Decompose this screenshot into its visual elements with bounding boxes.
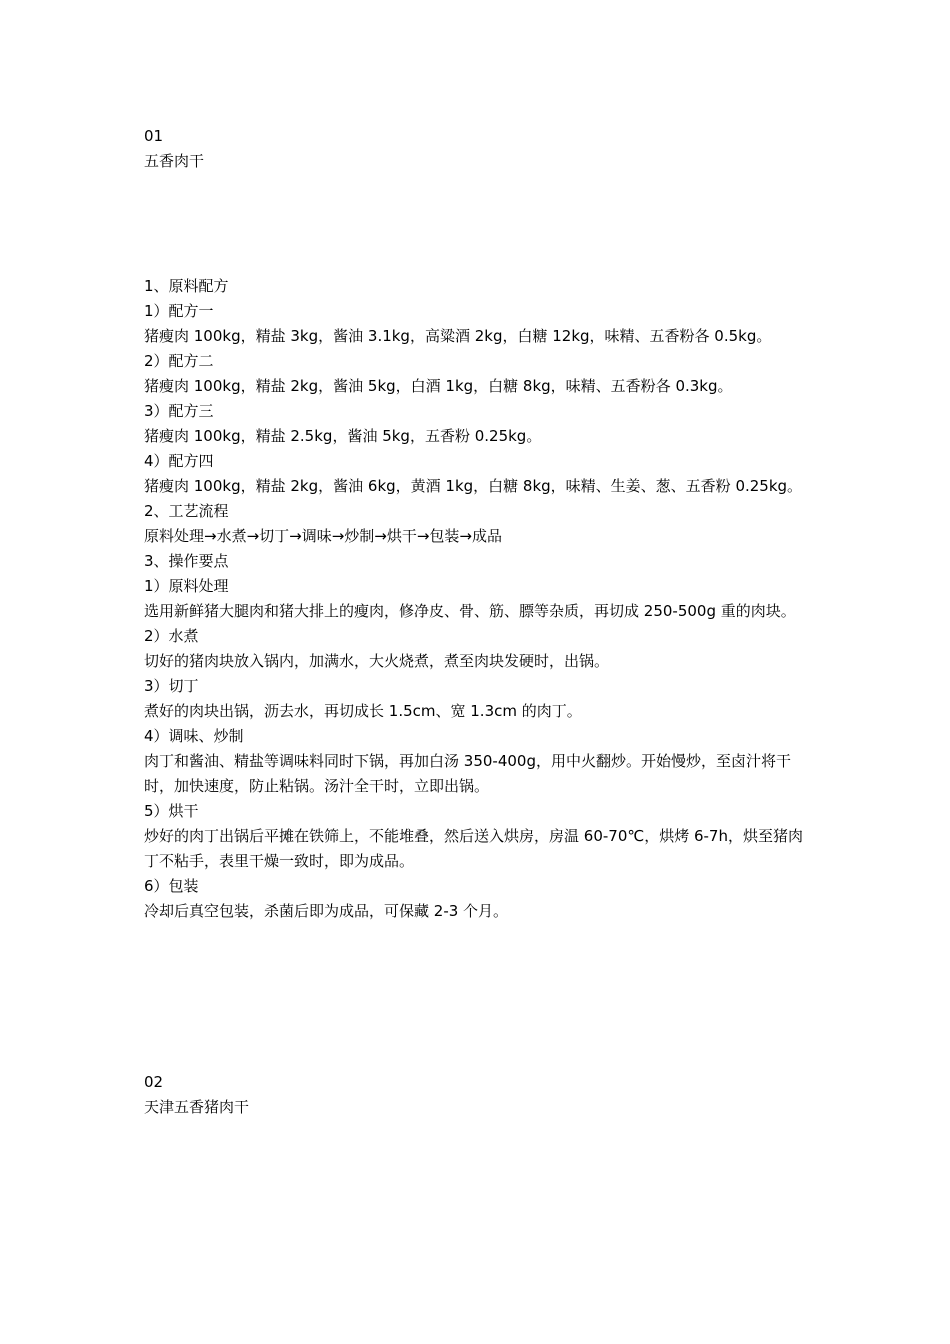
heading-points: 3、操作要点 <box>144 552 229 570</box>
point-3-text: 煮好的肉块出锅，沥去水，再切成长 1.5cm、宽 1.3cm 的肉丁。 <box>144 702 582 720</box>
formula-1-label: 1）配方一 <box>144 302 214 320</box>
formula-3-label: 3）配方三 <box>144 402 214 420</box>
heading-formula: 1、原料配方 <box>144 277 229 295</box>
section-1-title: 五香肉干 <box>144 152 205 170</box>
section-2-heading <box>144 1070 808 1120</box>
formula-2-label: 2）配方二 <box>144 352 214 370</box>
formula-4-label: 4）配方四 <box>144 452 214 470</box>
point-6-label: 6）包装 <box>144 877 199 895</box>
point-2-text: 切好的猪肉块放入锅内，加满水，大火烧煮，煮至肉块发硬时，出锅。 <box>144 652 610 670</box>
point-5-text: 炒好的肉丁出锅后平摊在铁筛上，不能堆叠，然后送入烘房，房温 60-70℃，烘烤 6-7h，烘至猪肉丁不粘手，表里干燥一致时，即为成品。 <box>144 827 803 870</box>
point-4-text: 肉丁和酱油、精盐等调味料同时下锅，再加白汤 350-400g，用中火翻炒。开始慢炒，至卤汁将干时，加快速度，防止粘锅。汤汁全干时，立即出锅。 <box>144 752 791 795</box>
section-1-number: 01 <box>144 127 164 145</box>
formula-3-text: 猪瘦肉 100kg，精盐 2.5kg，酱油 5kg，五香粉 0.25kg。 <box>144 427 542 445</box>
point-6-text: 冷却后真空包装，杀菌后即为成品，可保藏 2-3 个月。 <box>144 902 509 920</box>
section-1-heading <box>144 124 808 174</box>
point-5-label: 5）烘干 <box>144 802 199 820</box>
formula-2-text: 猪瘦肉 100kg，精盐 2kg，酱油 5kg，白酒 1kg，白糖 8kg，味精、五香粉各 0.3kg。 <box>144 377 733 395</box>
formula-4-text: 猪瘦肉 100kg，精盐 2kg，酱油 6kg，黄酒 1kg，白糖 8kg，味精、生姜、葱、五香粉 0.25kg。 <box>144 477 803 495</box>
process-text: 原料处理→水煮→切丁→调味→炒制→烘干→包装→成品 <box>144 527 502 545</box>
point-3-label: 3）切丁 <box>144 677 199 695</box>
section-1-body <box>144 274 808 924</box>
formula-1-text: 猪瘦肉 100kg，精盐 3kg，酱油 3.1kg，高粱酒 2kg，白糖 12kg，味精、五香粉各 0.5kg。 <box>144 327 772 345</box>
section-2-title: 天津五香猪肉干 <box>144 1098 250 1116</box>
section-2-number: 02 <box>144 1073 164 1091</box>
point-4-label: 4）调味、炒制 <box>144 727 244 745</box>
point-2-label: 2）水煮 <box>144 627 199 645</box>
heading-process: 2、工艺流程 <box>144 502 229 520</box>
point-1-text: 选用新鲜猪大腿肉和猪大排上的瘦肉，修净皮、骨、筋、膘等杂质，再切成 250-500g 重的肉块。 <box>144 602 796 620</box>
point-1-label: 1）原料处理 <box>144 577 229 595</box>
